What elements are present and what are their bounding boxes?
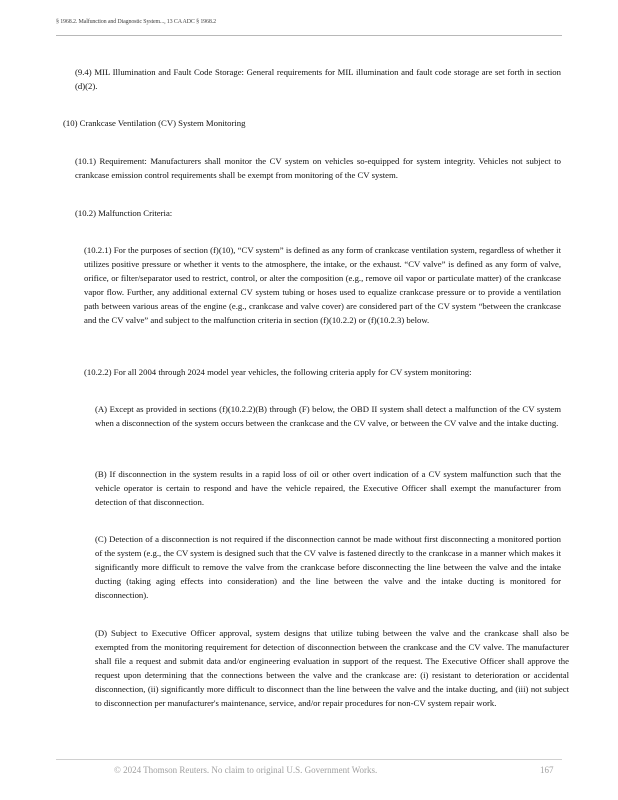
section-heading-10: (10) Crankcase Ventilation (CV) System Monitoring [63,118,246,128]
subsection-heading-10-2: (10.2) Malfunction Criteria: [75,208,173,218]
bottom-divider [56,759,562,760]
paragraph-10-1: (10.1) Requirement: Manufacturers shall monitor the CV system on vehicles so-equipped for system integrity. Vehicles not subject to crankcase emission control requirements shall be exempt from monitoring of the CV system. [75,156,561,180]
paragraph-a: (A) Except as provided in sections (f)(10.2.2)(B) through (F) below, the OBD II system shall detect a malfunction of the CV system when a disconnection of the system occurs between the crankcase and the CV valve, or between the CV valve and the intake ducting. [95,404,561,428]
paragraph-10-2-1: (10.2.1) For the purposes of section (f)(10), “CV system” is defined as any form of crankcase ventilation system, regardless of whether it utilizes positive pressure or whether it vents to the atmosphere, the intake, or the exhaust. “CV valve” is defined as any form of valve, orifice, or filter/separator used to restrict, control, or alter the composition (e.g., remove oil vapor or particulate matter) of the crankcase vapor flow. Further, any additional external CV system tubing or hoses used to equalize crankcase pressure or to provide a ventilation path between various areas of the engine (e.g., crankcase and valve cover) are considered part of the CV system “between the crankcase and the CV valve” and subject to the malfunction criteria in section (f)(10.2.2) or (f)(10.2.3) below. [84,245,561,325]
paragraph-9-4: (9.4) MIL Illumination and Fault Code Storage: General requirements for MIL illumination and fault code storage are set forth in section (d)(2). [75,67,561,91]
paragraph-10-2-2: (10.2.2) For all 2004 through 2024 model year vehicles, the following criteria apply for CV system monitoring: [84,367,472,377]
footer-copyright: © 2024 Thomson Reuters. No claim to original U.S. Government Works. [114,765,378,775]
paragraph-b: (B) If disconnection in the system results in a rapid loss of oil or other overt indication of a CV system malfunction such that the vehicle operator is certain to respond and have the vehicle repaired, the Executive Officer shall exempt the manufacturer from detection of that disconnection. [95,469,561,507]
paragraph-d: (D) Subject to Executive Officer approval, system designs that utilize tubing between the valve and the crankcase shall also be exempted from the monitoring requirement for detection of disconnection between the crankcase and the CV valve. The manufacturer shall file a request and submit data and/or engineering evaluation in support of the request. The Executive Officer shall approve the request upon determining that the connections between the valve and the crankcase are: (i) resistant to deterioration or accidental disconnection, (ii) significantly more difficult to disconnect than the line between the valve and the intake ducting, and (iii) not subject to disconnection per manufacturer's maintenance, service, and/or repair procedures for non-CV system repair work. [95,628,569,708]
top-divider [56,35,562,36]
running-head: § 1968.2. Malfunction and Diagnostic System..., 13 CA ADC § 1968.2 [56,19,216,25]
paragraph-c: (C) Detection of a disconnection is not required if the disconnection cannot be made without first disconnecting a monitored portion of the system (e.g., the CV system is designed such that the CV valve is fastened directly to the crankcase in a manner which makes it significantly more difficult to remove the valve from the crankcase before disconnecting the line between the valve and the intake ducting (taking aging effects into consideration) and the line between the valve and the intake ducting is monitored for disconnection). [95,534,561,600]
page-number: 167 [540,765,554,775]
